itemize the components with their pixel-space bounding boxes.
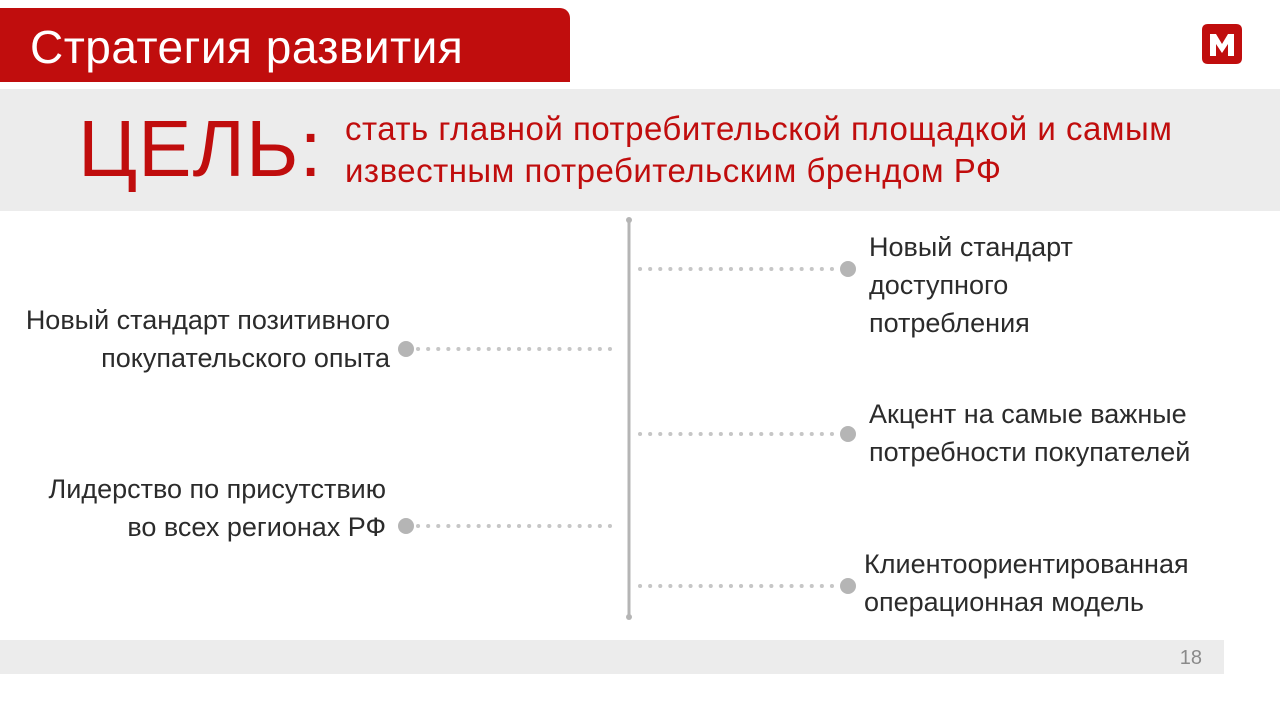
axis-top-cap bbox=[626, 217, 632, 223]
right-node-3 bbox=[840, 578, 856, 594]
right-node-1 bbox=[840, 261, 856, 277]
goal-statement: стать главной потребительской площадкой и самым известным потребительским брендом РФ bbox=[345, 110, 1173, 189]
right-item-1: Новый стандарт доступного потребления bbox=[869, 232, 1073, 338]
right-node-2 bbox=[840, 426, 856, 442]
goal-label: ЦЕЛЬ: bbox=[78, 104, 323, 193]
left-node-1 bbox=[398, 341, 414, 357]
left-node-2 bbox=[398, 518, 414, 534]
right-item-3: Клиентоориентированная операционная модель bbox=[864, 549, 1189, 617]
page-number: 18 bbox=[1179, 647, 1202, 669]
right-item-2: Акцент на самые важные потребности покупателей bbox=[869, 399, 1191, 467]
footer-band bbox=[0, 640, 1224, 674]
slide-title: Стратегия развития bbox=[30, 21, 464, 73]
left-item-1: Новый стандарт позитивного покупательского опыта bbox=[25, 305, 390, 373]
axis-bottom-cap bbox=[626, 614, 632, 620]
left-item-2: Лидерство по присутствию во всех регионах РФ bbox=[48, 474, 386, 542]
